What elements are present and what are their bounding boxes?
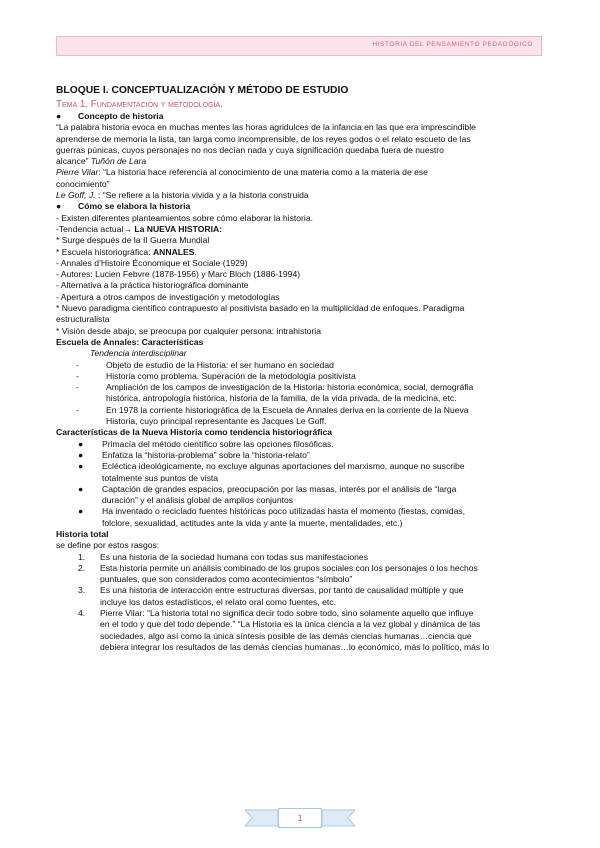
section-heading-como: ● Cómo se elabora la historia bbox=[56, 201, 191, 212]
list-item: 3. Es una historia de interacción entre estructuras diversas, por tanto de causalidad múltiple y que incluye los datos estadísticos, el relato oral como fuentes, etc. bbox=[78, 585, 464, 607]
section-heading-annales: Escuela de Annales: Características bbox=[56, 336, 204, 347]
text-line: se define por estos rasgos: bbox=[56, 540, 160, 551]
list-item: 2. Esta historia permite un análisis combinado de los grupos sociales con los personajes o los hechos puntuales, que son considerados como acontecimientos “símbolo” bbox=[78, 562, 478, 585]
text-line: - Annales d’Histoire Économique et Sociale (1929) bbox=[56, 257, 248, 268]
text-line: - Existen diferentes planteamientos sobre cómo elaborar la historia. bbox=[56, 212, 313, 223]
text-line: - Autores: Lucien Febvre (1878-1956) y Marc Bloch (1886-1994) bbox=[56, 269, 301, 280]
quote-line-last: alcance” Tuñón de Lara bbox=[56, 156, 147, 167]
list-item: ● Enfatiza la “historia-problema” sobre la “historia-relato” bbox=[56, 450, 546, 461]
section-heading-nueva-historia: Características de la Nueva Historia como tendencia historiográfica bbox=[56, 427, 333, 438]
annales-subtitle: Tendencia interdisciplinar bbox=[90, 348, 187, 359]
tendencia-line: -Tendencia actual→ La NUEVA HISTORIA: bbox=[56, 223, 223, 234]
vilar-quote-cont: conocimiento” bbox=[56, 178, 110, 189]
list-item: - Ampliación de los campos de investigación de la Historia: historia económica, social, demográfia histórica, antropología histórica, historia de la familia, de la vida privada, de la medicina, etc. bbox=[76, 382, 474, 404]
vilar-author: Pierre Vilar bbox=[56, 167, 99, 178]
list-item: ● Ecléctica ideológicamente, no excluye algunas aportaciones del marxismo, aunque no suscribe totalmente sus puntos de vista bbox=[56, 461, 546, 484]
list-item: ● Primacía del método científico sobre las opciones filosóficas. bbox=[56, 439, 546, 450]
text-line: * Nuevo paradigma científico contrapuesto al positivista basado en la multiplicidad de enfoques. Paradigma bbox=[56, 303, 465, 314]
legoff-quote: Le Goff, J. : “Se refiere a la historia vivida y a la historia construida bbox=[56, 190, 309, 201]
bullet-dot-icon: ● bbox=[78, 438, 84, 449]
vilar-quote: Pierre Vilar: “La historia hace referencia al conocimiento de una materia como a la materia de ese bbox=[56, 167, 428, 178]
quote-author: Tuñón de Lara bbox=[90, 156, 147, 167]
legoff-author: Le Goff, J. bbox=[56, 190, 96, 201]
list-item: - En 1978 la corriente historiográfica de la Escuela de Annales deriva en la corriente de la Nueva Historia, cuyo principal representante es Jacques Le Goff. bbox=[76, 404, 469, 427]
list-item: - Historia como problema. Superación de la metodología positivista bbox=[76, 370, 356, 381]
bullet-dot-icon: ● bbox=[78, 449, 84, 460]
list-item: 4. Pierre Vilar: “La historia total no significa decir todo sobre todo, sino solamente aquello que influye en el todo y que del todo depende.” “La Historia es la única ciencia a la vez global y dinámica de las sociedades, algo así como la única síntesis posible de las demás ciencias humanas…ciencia que debiera integrar los resultados de las demás ciencias humanas…lo económico, más lo político, más lo bbox=[78, 608, 490, 652]
block-title: BLOQUE I. CONCEPTUALIZACIÓN Y MÉTODO DE ESTUDIO bbox=[56, 85, 349, 96]
text-line: * Surge después de la II Guerra Mundial bbox=[56, 235, 210, 246]
topic-title: Tema 1. Fundamentación y metodología. bbox=[56, 99, 223, 110]
section-heading-historia-total: Historia total bbox=[56, 528, 109, 539]
text-line: estructuralista bbox=[56, 314, 110, 325]
escuela-line: * Escuela historiográfica: ANNALES. bbox=[56, 246, 197, 257]
list-item: 1. Es una historia de la sociedad humana con todas sus manifestaciones bbox=[78, 551, 369, 562]
bullet-dot-icon: ● bbox=[78, 506, 84, 517]
page-number: 1 bbox=[278, 808, 322, 828]
running-header bbox=[56, 36, 542, 56]
running-header-title: HISTORIA DEL PENSAMIENTO PEDAGÓGICO bbox=[372, 41, 533, 48]
list-item: ● Ha inventado o reciclado fuentes históricas poco utilizadas hasta el momento (fiestas, comidas, folclore, sexualidad, actitudes ante la vida y ante la muerte, mentalidades, etc.) bbox=[56, 506, 546, 529]
bullet-dot-icon: ● bbox=[78, 461, 84, 472]
quote-line: guerras púnicas, cuyos personajes no nos decían nada y cuya significación quedaba fuera de nuestro bbox=[56, 144, 444, 155]
text-line: - Alternativa a la práctica historiográfica dominante bbox=[56, 280, 249, 291]
text-line: * Visión desde abajo, se preocupa por cualquier persona: intrahistoria bbox=[56, 325, 321, 336]
bullet-dot-icon: ● bbox=[56, 201, 62, 212]
text-line: - Apertura a otros campos de investigación y metodologías bbox=[56, 291, 280, 302]
list-item: - Objeto de estudio de la Historia: el ser humano en sociedad bbox=[76, 359, 334, 370]
document-body bbox=[56, 84, 546, 653]
bullet-dot-icon: ● bbox=[56, 111, 62, 121]
section-heading-concepto: ● Concepto de historia bbox=[56, 111, 164, 121]
list-item: ● Captación de grandes espacios, preocupación por las masas, interés por el análisis de “larga duración” y el análisis global de amplios conjuntos bbox=[56, 484, 546, 507]
page-number-ribbon bbox=[245, 807, 355, 829]
bullet-dot-icon: ● bbox=[78, 483, 84, 494]
quote-line: “La palabra historia evoca en muchas mentes las horas agridulces de la infancia en las que era imprescindible bbox=[56, 122, 476, 133]
quote-line: aprenderse de memoria la lista, tan larga como incomprensible, de los reyes godos o el relato escueto de las bbox=[56, 133, 471, 144]
